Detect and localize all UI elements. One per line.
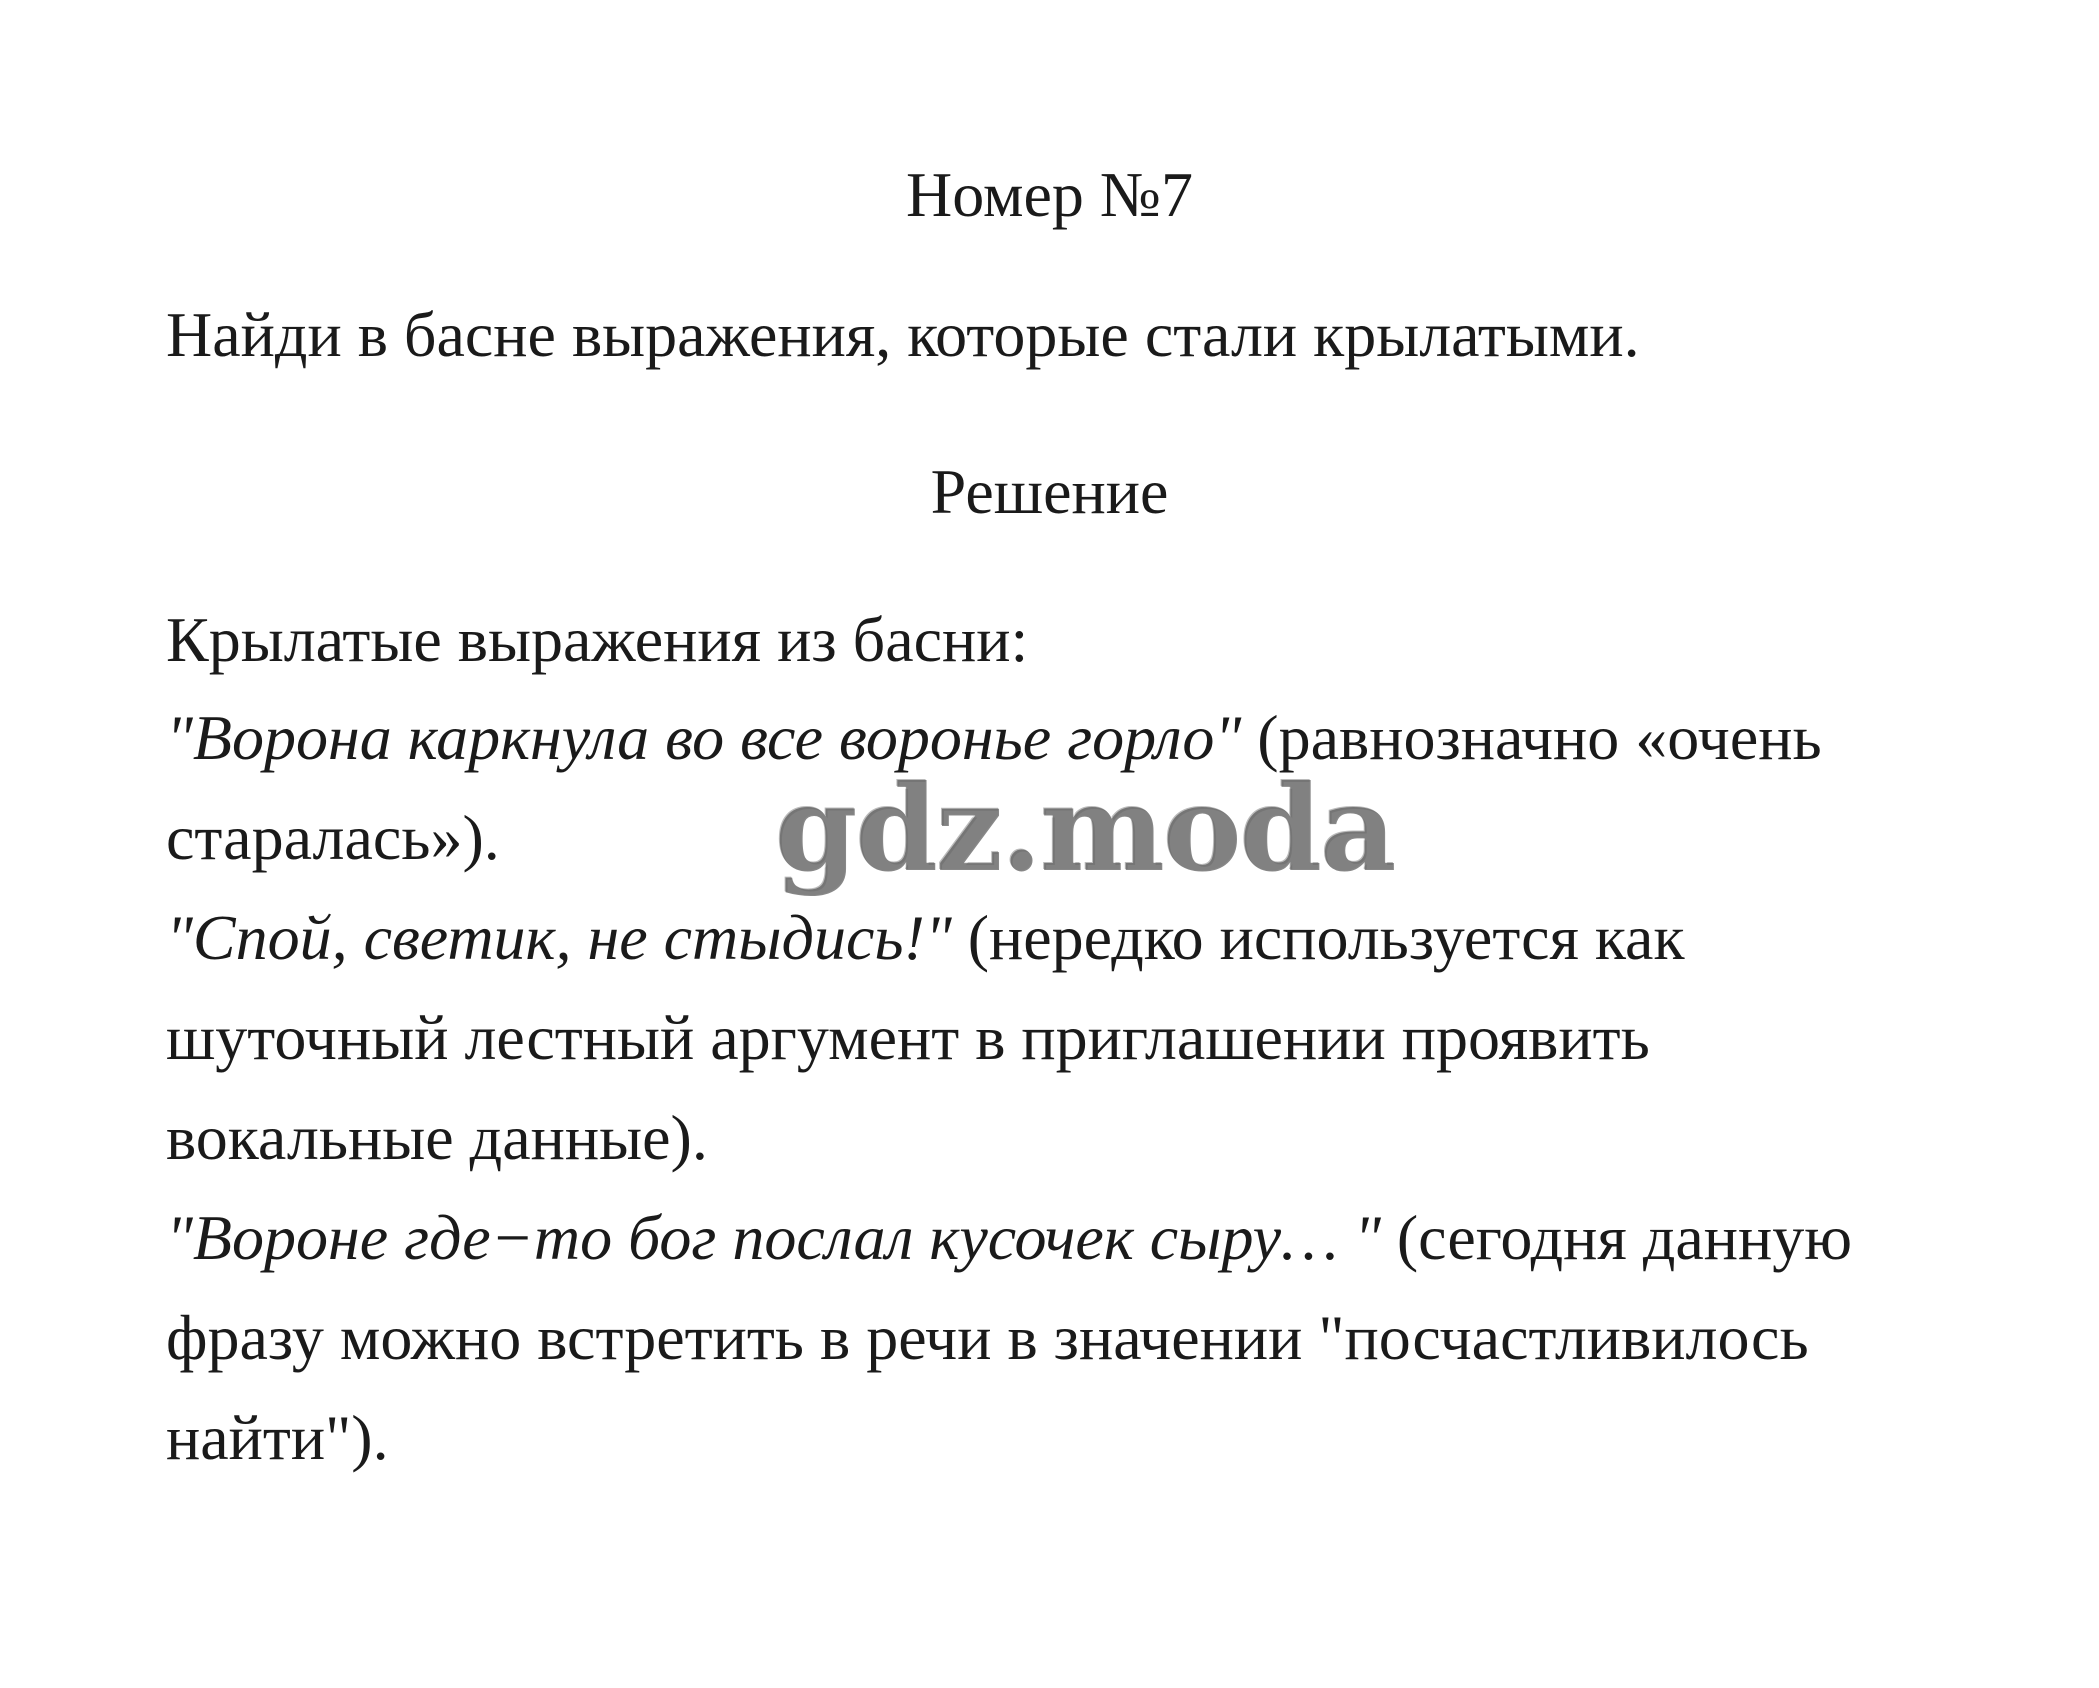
expression-quote: "Ворона каркнула во все воронье горло"	[166, 702, 1242, 773]
page-title: Номер №7	[906, 159, 1193, 230]
expression-comment: (сегодня данную	[1380, 1202, 1853, 1273]
task-text: Найди в басне выражения, которые стали крылатыми.	[166, 299, 1640, 370]
watermark-logo: gdz.moda	[775, 759, 1395, 898]
expression-comment: (нередко используется как	[951, 902, 1685, 973]
expression-comment-line: вокальные данные).	[166, 1102, 708, 1173]
expression-quote: "Вороне где−то бог послал кусочек сыру… "	[166, 1202, 1381, 1273]
expression-comment-line: найти").	[166, 1402, 389, 1473]
expression-comment-line: шуточный лестный аргумент в приглашении проявить	[166, 1002, 1650, 1073]
expression-quote: "Спой, светик, не стыдись!"	[166, 902, 952, 973]
solution-heading: Решение	[930, 456, 1169, 527]
expression-comment-line: фразу можно встретить в речи в значении "посчастливилось	[166, 1302, 1809, 1373]
expression-line	[166, 902, 1685, 973]
intro-text: Крылатые выражения из басни:	[166, 604, 1029, 675]
expression-line	[166, 1202, 1853, 1273]
expression-comment: (равнозначно «очень	[1241, 702, 1822, 773]
expression-comment-line: старалась»).	[166, 802, 500, 873]
